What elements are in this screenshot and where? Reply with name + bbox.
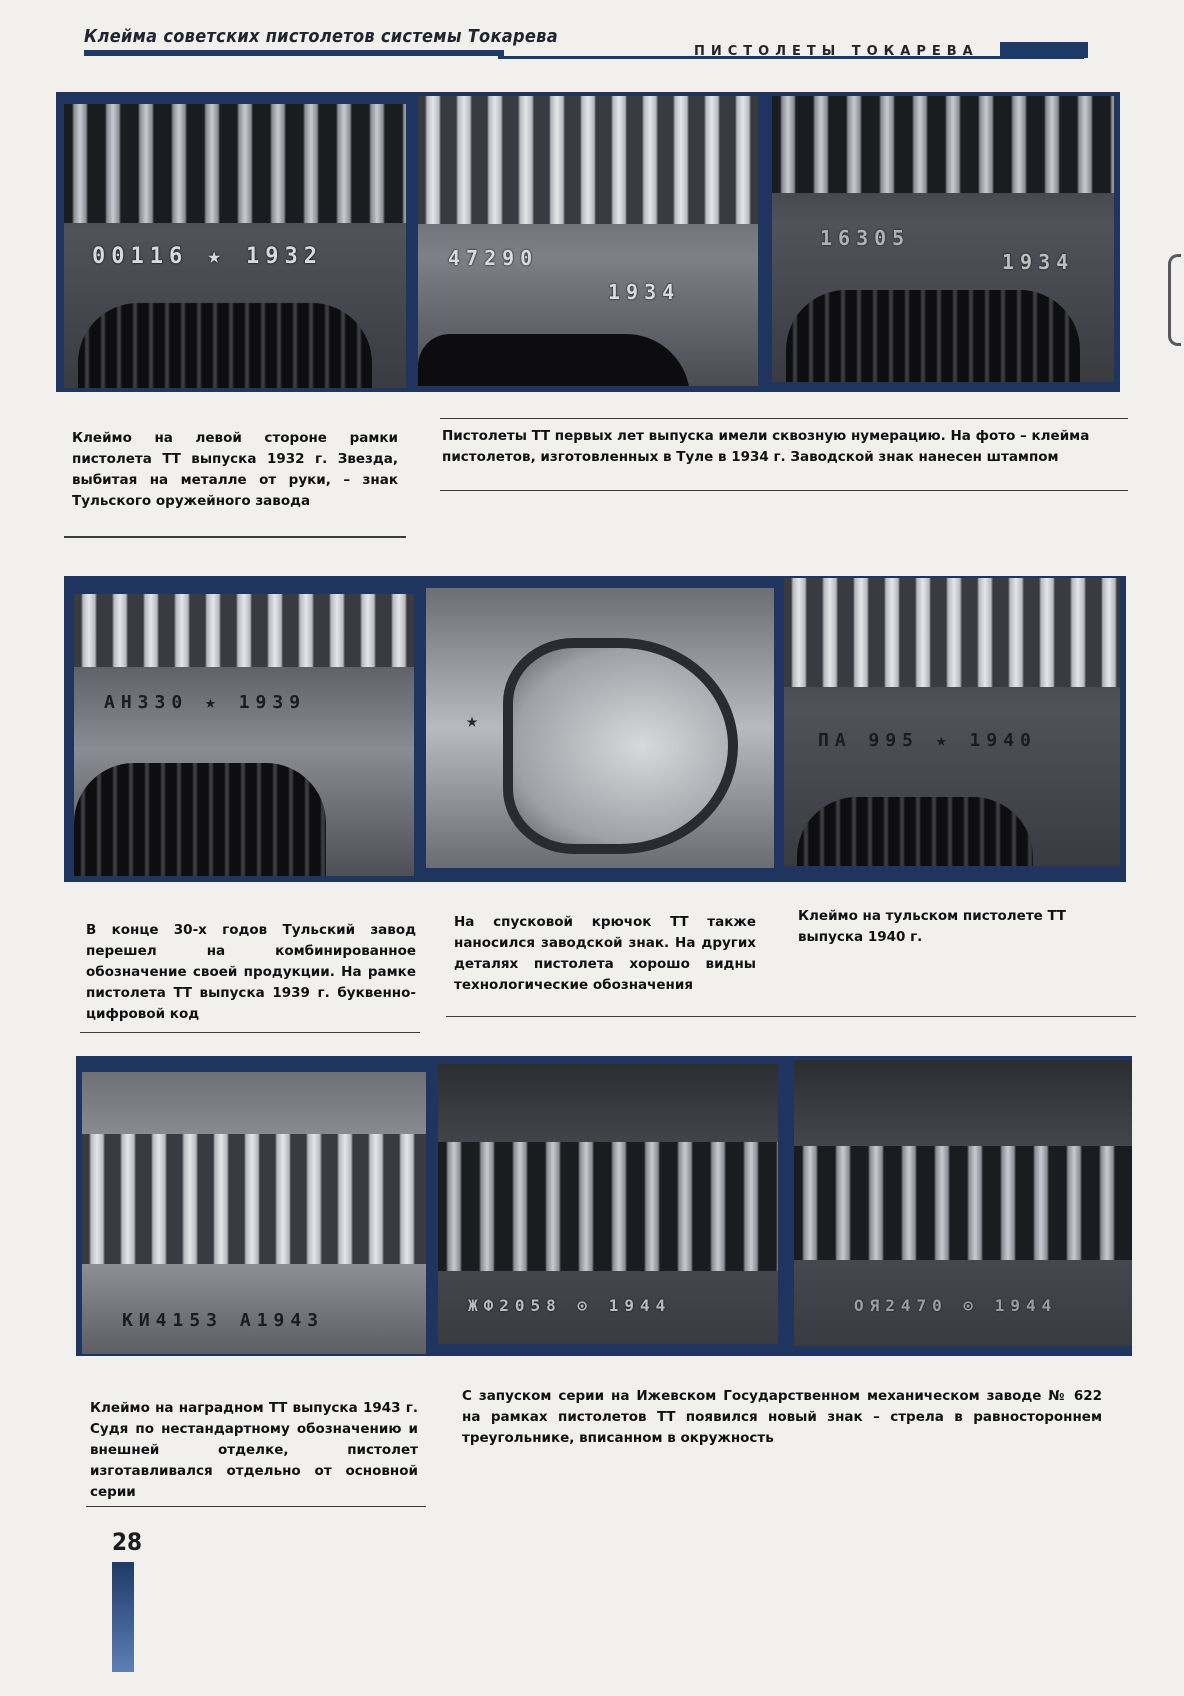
caption-1939: В конце 30-х годов Тульский завод перешел на комбинированное обозначение своей продукции. На рамке пистолета ТТ выпуска 1939 г. буквенно-цифровой код bbox=[86, 922, 416, 1022]
caption-rule bbox=[440, 418, 1128, 419]
page-number: 28 bbox=[112, 1528, 143, 1556]
photo-stamp-1934-b: 16305 1934 bbox=[772, 96, 1114, 382]
header-block bbox=[1000, 42, 1088, 58]
page-side-bar bbox=[112, 1562, 134, 1672]
photo-stamp-1940: ПА 995 ★ 1940 bbox=[784, 578, 1120, 866]
caption-rule bbox=[86, 1506, 426, 1507]
running-title: Клейма советских пистолетов системы Токарева bbox=[84, 26, 558, 47]
caption-rule bbox=[80, 1032, 420, 1033]
section-title: ПИСТОЛЕТЫ ТОКАРЕВА bbox=[694, 44, 979, 59]
photo-trigger-stamp: ★ bbox=[426, 588, 774, 868]
caption-rule bbox=[446, 1016, 1136, 1017]
caption-rule bbox=[64, 536, 406, 538]
binding-clip bbox=[1168, 254, 1181, 346]
photo-stamp-1932: 00116 ★ 1932 bbox=[64, 104, 406, 388]
caption-1934: Пистолеты ТТ первых лет выпуска имели сквозную нумерацию. На фото – клейма пистолетов, изготовленных в Туле в 1934 г. Заводской знак нанесен штампом bbox=[442, 428, 1090, 465]
photo-stamp-1939: АН330 ★ 1939 bbox=[74, 594, 414, 876]
photo-stamp-1943: КИ4153 А1943 bbox=[82, 1072, 426, 1354]
caption-1943: Клеймо на наградном ТТ выпуска 1943 г. Судя по нестандартному обозначению и внешней отделке, пистолет изготавливался отдельно от основной серии bbox=[90, 1400, 418, 1500]
caption-1940: Клеймо на тульском пистолете ТТ выпуска 1940 г. bbox=[798, 908, 1066, 945]
caption-rule bbox=[440, 490, 1128, 491]
photo-stamp-1934-a: 47290 1934 bbox=[418, 96, 758, 386]
caption-izhevsk: С запуском серии на Ижевском Государственном механическом заводе № 622 на рамках пистолетов ТТ появился новый знак – стрела в равностороннем треугольнике, вписанном в окружность bbox=[462, 1388, 1102, 1446]
photo-stamp-1944-b: ОЯ2470 ⊙ 1944 bbox=[794, 1060, 1132, 1346]
photo-stamp-1944-a: ЖФ2058 ⊙ 1944 bbox=[438, 1064, 778, 1344]
caption-trigger: На спусковой крючок ТТ также наносился заводской знак. На других деталях пистолета хорошо видны технологические обозначения bbox=[454, 914, 756, 993]
header-rule bbox=[84, 50, 504, 56]
caption-1932: Клеймо на левой стороне рамки пистолета ТТ выпуска 1932 г. Звезда, выбитая на металле от руки, – знак Тульского оружейного завода bbox=[72, 430, 398, 509]
